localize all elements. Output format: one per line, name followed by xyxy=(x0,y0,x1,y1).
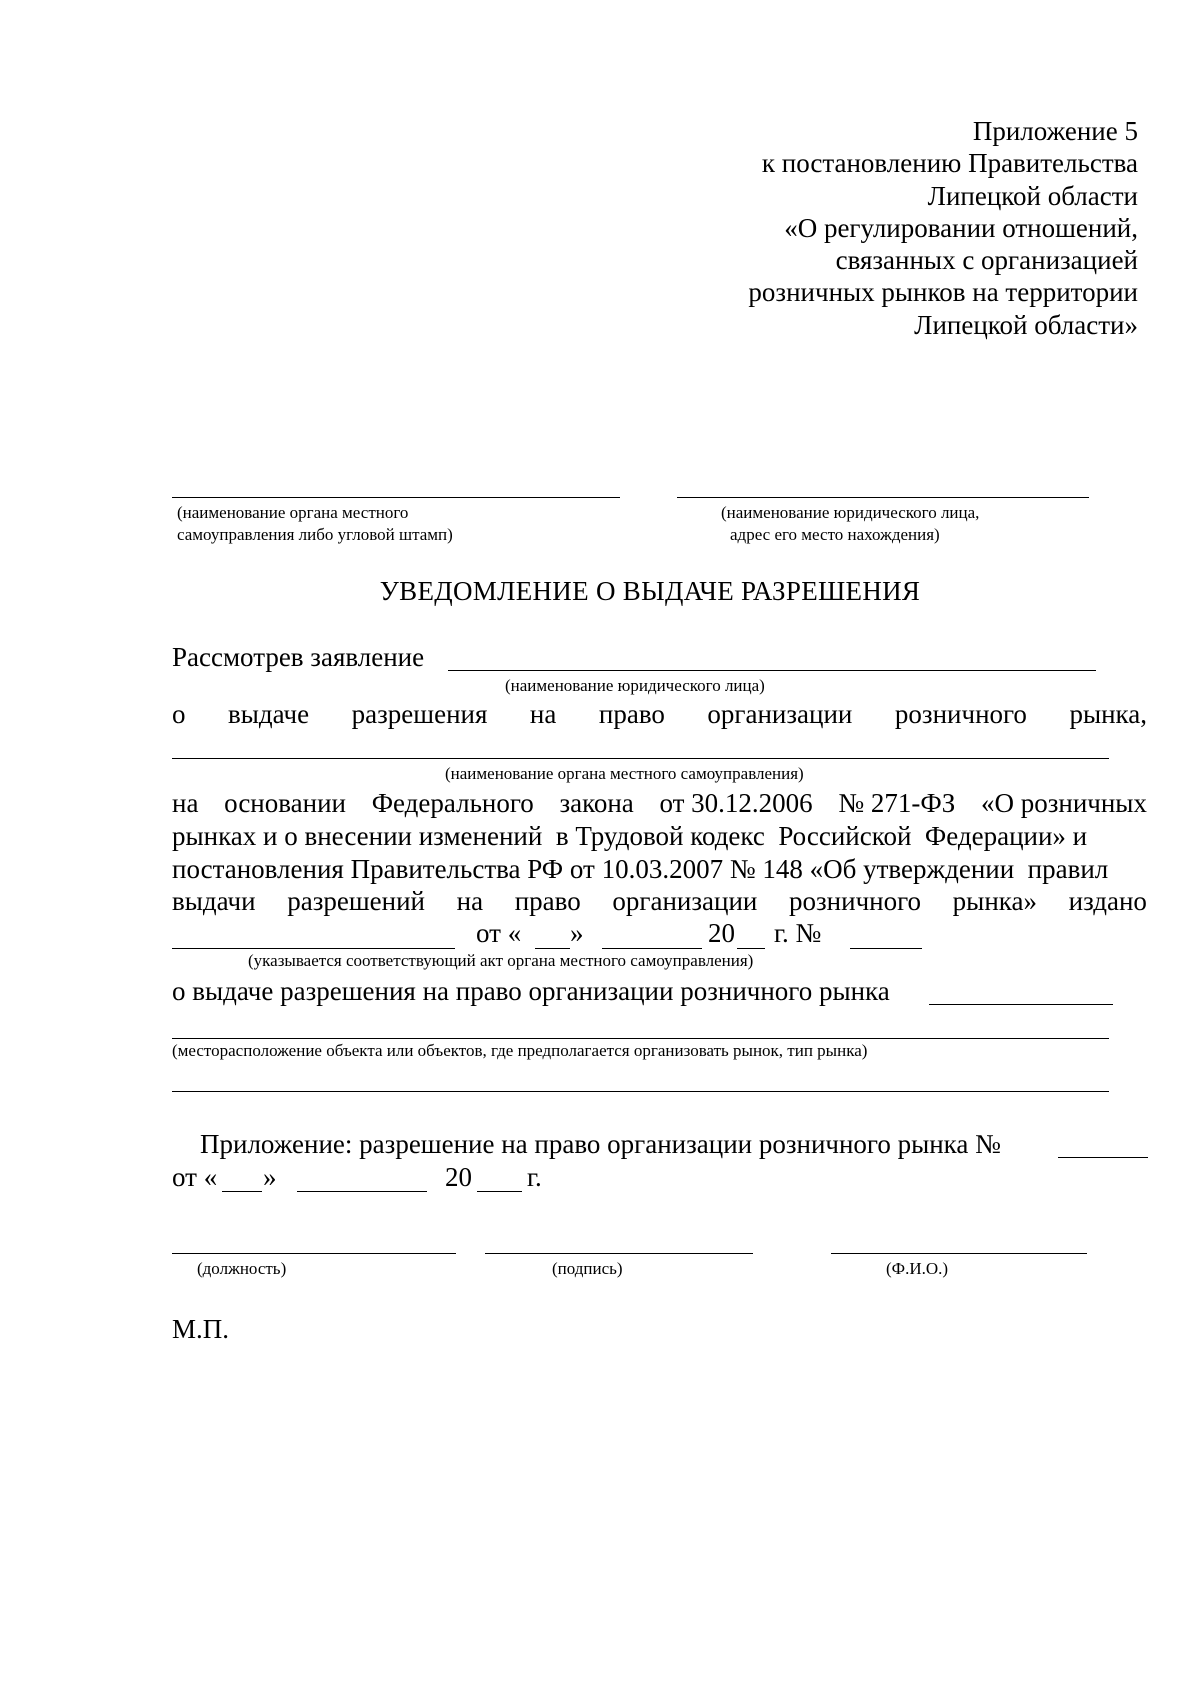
issue-line-blank xyxy=(929,1004,1113,1005)
attach-year-blank xyxy=(477,1191,522,1192)
attach-month-blank xyxy=(297,1191,427,1192)
header-line: Приложение 5 xyxy=(972,116,1138,146)
act-caption: (указывается соответствующий акт органа местного самоуправления) xyxy=(248,951,754,970)
attach-from-label: от « xyxy=(172,1162,218,1192)
act-day-blank xyxy=(535,948,570,949)
basis-line-3: постановления Правительства РФ от 10.03.2007 № 148 «Об утверждении правил xyxy=(172,854,1109,884)
act-year-label: 20 xyxy=(708,918,735,948)
header-line: розничных рынков на территории xyxy=(748,277,1138,308)
act-from-label: от « xyxy=(476,918,522,948)
header-line: «О регулировании отношений, xyxy=(784,212,1138,243)
local-gov-line xyxy=(172,497,620,498)
basis-line-1: на основании Федерального закона от 30.12.2006 № 271-ФЗ «О розничных xyxy=(172,788,1147,818)
act-year-blank xyxy=(737,948,765,949)
location-caption: (месторасположение объекта или объектов, где предполагается организовать рынок, тип рынка) xyxy=(172,1041,868,1060)
local-gov-caption-2: (наименование органа местного самоуправления) xyxy=(445,764,804,783)
attach-day-blank xyxy=(222,1191,262,1192)
document-title: УВЕДОМЛЕНИЕ О ВЫДАЧЕ РАЗРЕШЕНИЯ xyxy=(379,576,921,606)
attachment-number-blank xyxy=(1058,1157,1148,1158)
attach-quote-close: » xyxy=(263,1162,277,1192)
act-number-blank xyxy=(850,948,922,949)
legal-entity-caption: (наименование юридического лица, адрес его место нахождения) xyxy=(721,503,980,544)
local-gov-blank-line xyxy=(172,758,1109,759)
act-month-blank xyxy=(602,948,702,949)
reviewed-label: Рассмотрев заявление xyxy=(172,642,425,672)
act-number-label: г. № xyxy=(774,918,822,948)
position-caption: (должность) xyxy=(197,1259,287,1278)
header-line: связанных с организацией xyxy=(835,245,1138,276)
local-gov-caption: (наименование органа местного самоуправления либо угловой штамп) xyxy=(177,503,453,544)
basis-line-2: рынках и о внесении изменений в Трудовой кодекс Российской Федерации» и xyxy=(172,821,1088,851)
signature-caption: (подпись) xyxy=(552,1259,623,1278)
stamp-place: М.П. xyxy=(172,1314,230,1344)
header-line: к постановлению Правительства xyxy=(761,148,1138,179)
legal-entity-line xyxy=(677,497,1089,498)
header-line: Липецкой области xyxy=(927,180,1138,211)
basis-line-4: выдачи разрешений на право организации розничного рынка» издано xyxy=(172,886,1147,916)
act-quote-close: » xyxy=(570,918,584,948)
fio-caption: (Ф.И.О.) xyxy=(886,1259,949,1278)
position-line xyxy=(172,1253,456,1254)
attach-year-label: 20 xyxy=(445,1162,472,1192)
act-name-blank xyxy=(172,948,455,949)
header-line: Липецкой области» xyxy=(914,309,1138,340)
attach-g-label: г. xyxy=(527,1162,542,1192)
legal-entity-caption-2: (наименование юридического лица) xyxy=(505,676,765,695)
appendix-header xyxy=(748,115,1138,341)
application-blank-line xyxy=(448,670,1096,671)
location-blank-line xyxy=(172,1038,1109,1039)
location-blank-line-2 xyxy=(172,1091,1109,1092)
fio-line xyxy=(831,1253,1087,1254)
issue-line: о выдаче разрешения на право организации розничного рынка xyxy=(172,976,890,1006)
signature-line xyxy=(485,1253,753,1254)
issue-permit-line: о выдаче разрешения на право организации розничного рынка, xyxy=(172,699,1147,729)
attachment-line: Приложение: разрешение на право организации розничного рынка № xyxy=(200,1129,1001,1159)
